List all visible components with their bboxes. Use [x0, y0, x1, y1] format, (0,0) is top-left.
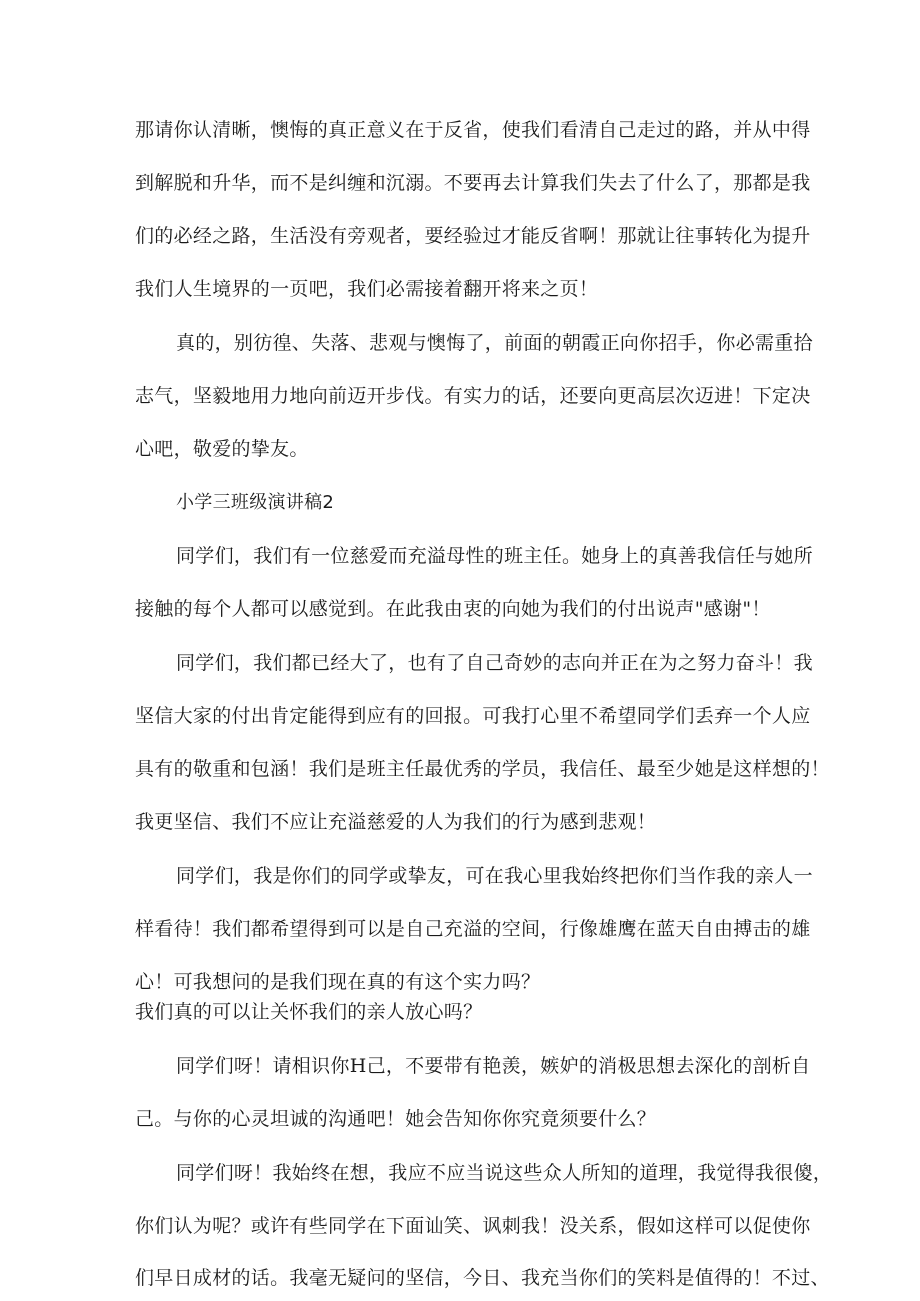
text-line: 那请你认清晰，懊悔的真正意义在于反省，使我们看清自己走过的路，并从中得 — [135, 119, 811, 141]
text-line: 我们真的可以让关怀我们的亲人放心吗？ — [135, 1001, 483, 1023]
text-line: 同学们，我是你们的同学或挚友，可在我心里我始终把你们当作我的亲人一 — [176, 865, 813, 887]
text-line: 坚信大家的付出肯定能得到应有的回报。可我打心里不希望同学们丢弃一个人应 — [135, 705, 811, 727]
text-line: 接触的每个人都可以感觉到。在此我由衷的向她为我们的付出说声"感谢"！ — [135, 598, 771, 620]
text-line: 同学们呀！我始终在想，我应不应当说这些众人所知的道理，我觉得我很傻， — [176, 1162, 833, 1184]
section-heading: 小学三班级演讲稿2 — [176, 492, 335, 513]
text-line: 真的，别彷徨、失落、悲观与懊悔了，前面的朝霞正向你招手，你必需重拾 — [176, 332, 813, 354]
text-line: 同学们，我们有一位慈爱而充溢母性的班主任。她身上的真善我信任与她所 — [176, 545, 813, 567]
text-line: 到解脱和升华，而不是纠缠和沉溺。不要再去计算我们失去了什么了，那都是我 — [135, 172, 811, 194]
text-line: 我们人生境界的一页吧，我们必需接着翻开将来之页！ — [135, 278, 599, 300]
text-line: 们的必经之路，生活没有旁观者，要经验过才能反省啊！那就让往事转化为提升 — [135, 225, 811, 247]
text-line: 同学们呀！请相识你H己，不要带有艳羡，嫉妒的消极思想去深化的剖析自 — [176, 1055, 811, 1077]
text-line: 具有的敬重和包涵！我们是班主任最优秀的学员，我信任、最至少她是这样想的！ — [135, 758, 830, 780]
text-line: 你们认为呢？或许有些同学在下面讪笑、讽刺我！没关系，假如这样可以促使你 — [135, 1215, 811, 1237]
text-line: 我更坚信、我们不应让充溢慈爱的人为我们的行为感到悲观！ — [135, 811, 657, 833]
text-line: 己。与你的心灵坦诚的沟通吧！她会告知你你究竟须要什么？ — [135, 1108, 657, 1130]
text-line: 同学们，我们都已经大了，也有了自己奇妙的志向并正在为之努力奋斗！我 — [176, 652, 813, 674]
text-line: 们早日成材的话。我毫无疑问的坚信，今日、我充当你们的笑料是值得的！不过、 — [135, 1267, 830, 1289]
text-line: 心吧，敬爱的挚友。 — [135, 438, 309, 460]
text-line: 志气，坚毅地用力地向前迈开步伐。有实力的话，还要向更高层次迈进！下定决 — [135, 385, 811, 407]
text-line: 心！可我想问的是我们现在真的有这个实力吗？ — [135, 971, 541, 993]
text-line: 样看待！我们都希望得到可以是自己充溢的空间，行像雄鹰在蓝天自由搏击的雄 — [135, 918, 811, 940]
